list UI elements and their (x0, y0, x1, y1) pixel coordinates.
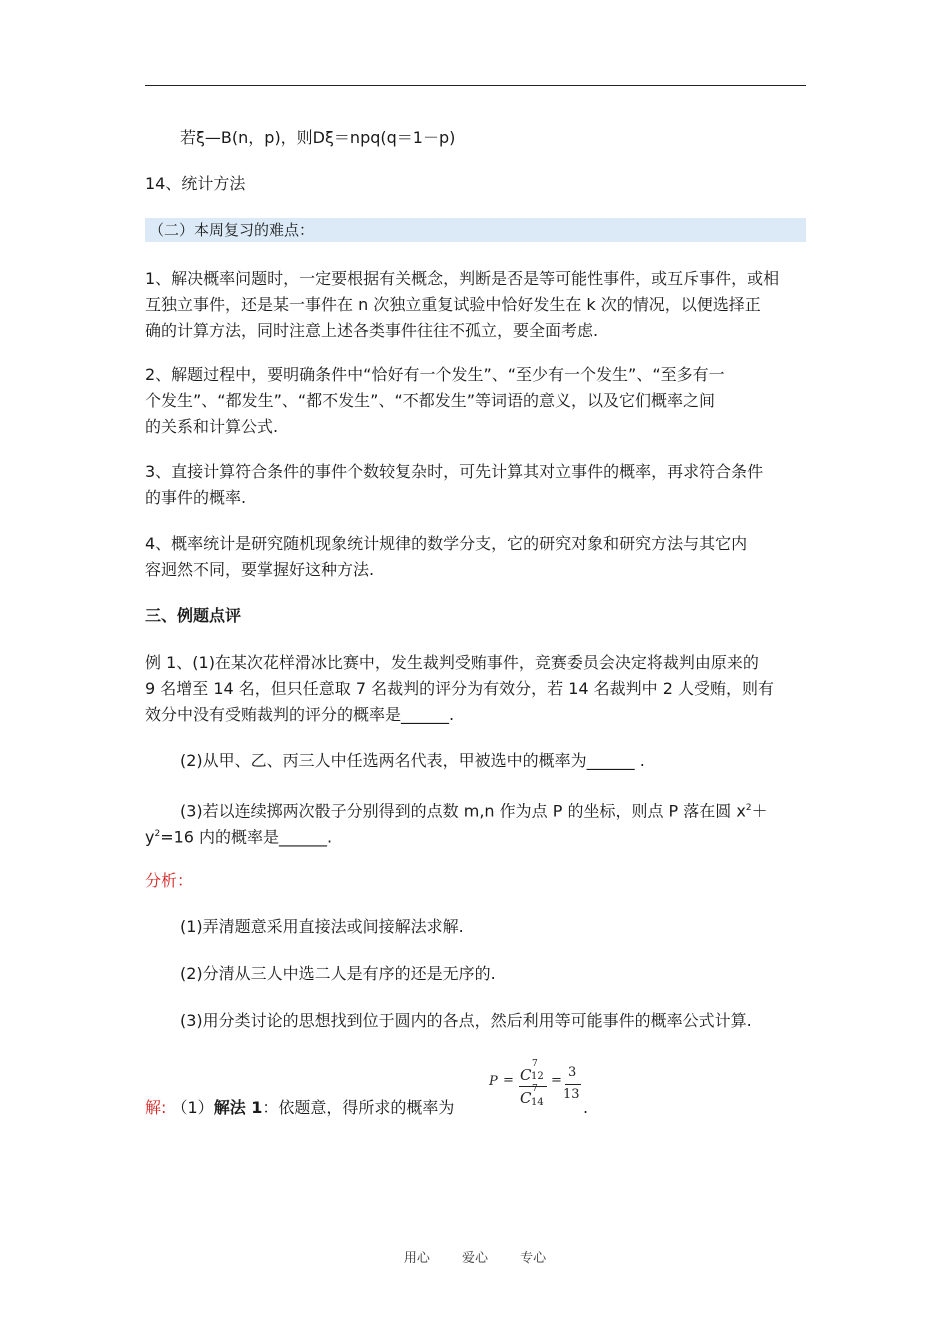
fraction-bar-2 (565, 1084, 581, 1085)
analysis-item-1: (1)弄清题意采用直接法或间接解法求解. (180, 917, 464, 936)
variance-formula-line: 若ξ—B(n，p)，则Dξ＝npq(q＝1－p) (180, 128, 456, 147)
numerator-sup: 7 (532, 1059, 538, 1069)
paragraph-1-line-3: 确的计算方法，同时注意上述各类事件往往不孤立，要全面考虑. (145, 321, 599, 340)
paragraph-4-line-1: 4、概率统计是研究随机现象统计规律的数学分支，它的研究对象和研究方法与其它内 (145, 534, 748, 553)
example-1-part-3-line-1 (180, 795, 768, 824)
footer-word-3: 专心 (520, 1251, 547, 1266)
formula-equals-2: = (551, 1073, 562, 1088)
superscript: 2 (154, 829, 161, 839)
formula-lhs: P (489, 1074, 498, 1089)
denominator-sup: 7 (532, 1084, 538, 1094)
paragraph-1-line-1: 1、解决概率问题时，一定要根据有关概念，判断是否是等可能性事件，或互斥事件，或相 (145, 269, 780, 288)
result-denominator: 13 (563, 1087, 580, 1102)
paragraph-2-line-1: 2、解题过程中，要明确条件中“恰好有一个发生”、“至少有一个发生”、“至多有一 (145, 365, 725, 384)
item-14-statistics: 14、统计方法 (145, 174, 246, 193)
paragraph-3-line-2: 的事件的概率. (145, 488, 247, 507)
page-footer (0, 1247, 950, 1266)
paragraph-2-line-3: 的关系和计算公式. (145, 417, 279, 436)
solution-period: . (583, 1098, 589, 1117)
superscript: 2 (745, 803, 752, 813)
plus-sign: ＋ (751, 801, 768, 821)
example-1-part-2: (2)从甲、乙、丙三人中任选两名代表，甲被选中的概率为______ . (180, 751, 645, 770)
heading-examples: 三、例题点评 (145, 606, 242, 625)
example-1-part-3-line-2 (145, 821, 332, 850)
solution-text: ：依题意，得所求的概率为 (262, 1098, 455, 1117)
footer-word-2: 爱心 (461, 1251, 488, 1266)
example-1-line-2: 9 名增至 14 名，但只任意取 7 名裁判的评分为有效分，若 14 名裁判中 2 人受贿，则有 (145, 679, 775, 698)
analysis-item-3: (3)用分类讨论的思想找到位于圆内的各点，然后利用等可能事件的概率公式计算. (180, 1011, 752, 1030)
section-heading-text: （二）本周复习的难点： (149, 221, 315, 239)
footer-word-1: 用心 (403, 1251, 430, 1266)
paragraph-3-line-1: 3、直接计算符合条件的事件个数较复杂时，可先计算其对立事件的概率，再求符合条件 (145, 462, 764, 481)
analysis-item-2: (2)分清从三人中选二人是有序的还是无序的. (180, 964, 496, 983)
paragraph-4-line-2: 容迥然不同，要掌握好这种方法. (145, 560, 375, 579)
example-1-line-1: 例 1、(1)在某次花样滑冰比赛中，发生裁判受贿事件，竞赛委员会决定将裁判由原来的 (145, 653, 759, 672)
solution-part: （1） (171, 1098, 214, 1117)
variable-y: y (145, 827, 155, 847)
probability-formula (487, 1059, 587, 1122)
solution-label: 解: (145, 1098, 167, 1117)
header-rule (145, 85, 806, 86)
solution-line (145, 1095, 454, 1121)
paragraph-2-line-2: 个发生”、“都发生”、“都不发生”、“不都发生”等词语的意义，以及它们概率之间 (145, 391, 716, 410)
result-numerator: 3 (568, 1065, 577, 1080)
analysis-label: 分析： (145, 871, 194, 890)
numerator-sub: 12 (531, 1071, 544, 1082)
denominator-sub: 14 (531, 1097, 544, 1108)
part-3-text-cont: =16 内的概率是______. (160, 827, 333, 847)
denominator-c: C (520, 1089, 532, 1107)
section-heading-difficulties (145, 218, 806, 242)
part-3-text: (3)若以连续掷两次骰子分别得到的点数 m,n 作为点 P 的坐标，则点 P 落在圆 x (180, 801, 746, 821)
solution-method: 解法 1 (213, 1098, 263, 1117)
example-1-line-3: 效分中没有受贿裁判的评分的概率是______. (145, 705, 455, 724)
numerator-c: C (520, 1066, 532, 1084)
paragraph-1-line-2: 互独立事件，还是某一事件在 n 次独立重复试验中恰好发生在 k 次的情况，以便选择正 (145, 295, 761, 314)
formula-equals: = (503, 1073, 514, 1088)
